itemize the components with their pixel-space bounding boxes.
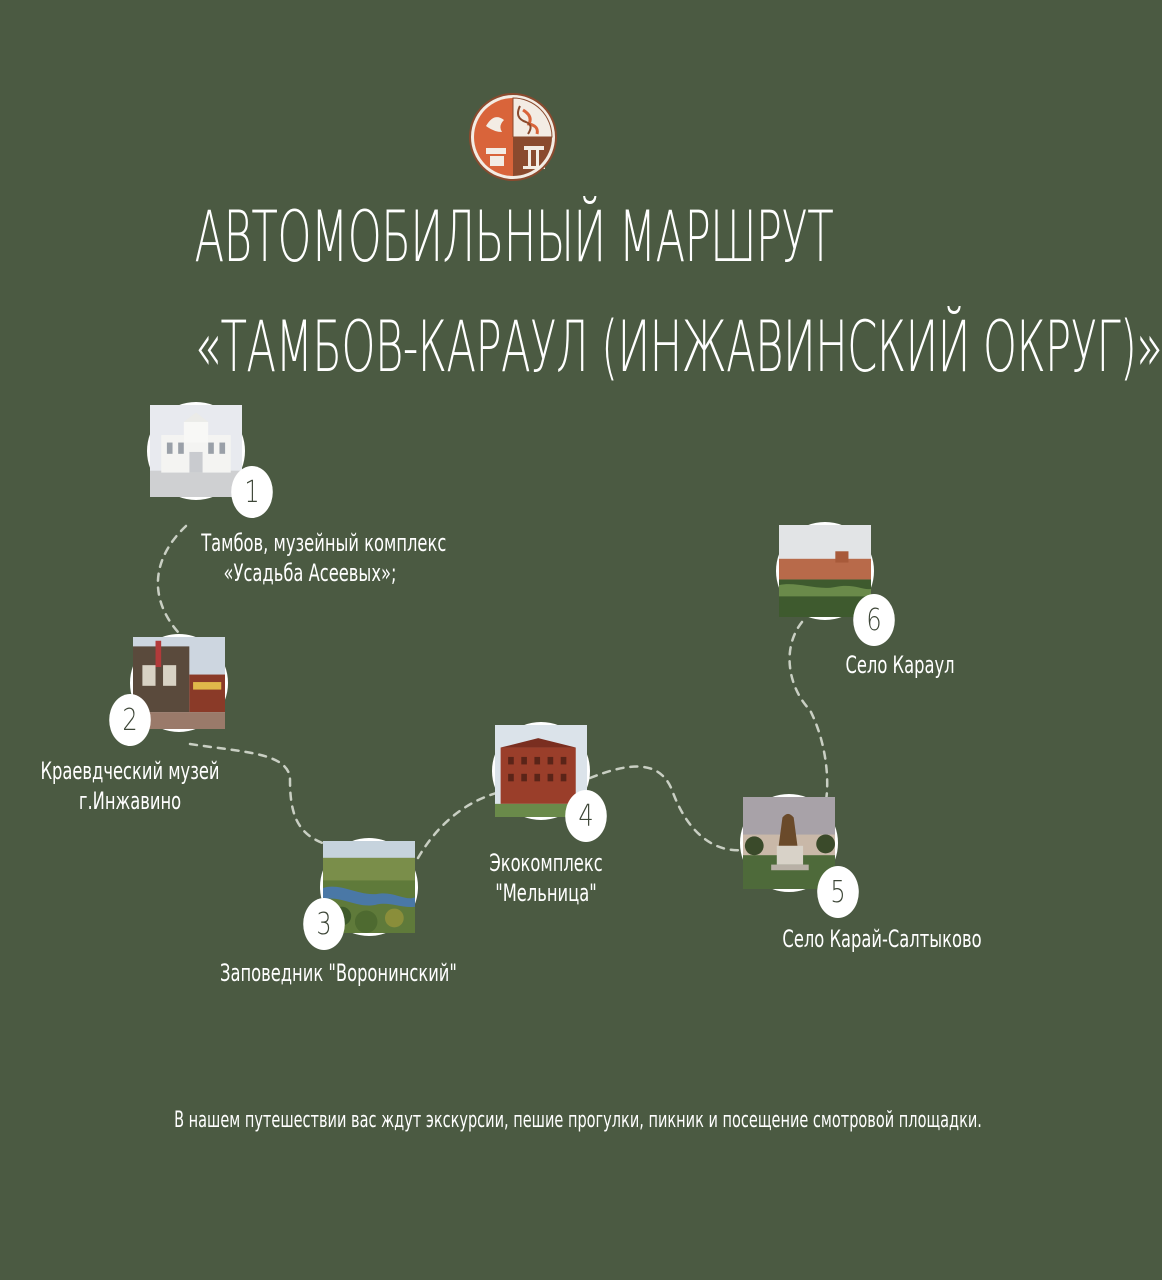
stop-6-number-badge: 6: [853, 594, 895, 646]
stop-6-label: [832, 650, 968, 680]
footer-text: В нашем путешествии вас ждут экскурсии, пешие прогулки, пикник и посещение смотровой площадки.: [174, 1108, 982, 1133]
stop-1-label-line-2: «Усадьба Асеевых»;: [223, 559, 397, 587]
stop-5-label-line-1: Село Карай-Салтыково: [782, 925, 982, 953]
title-line-2: «ТАМБОВ-КАРАУЛ (ИНЖАВИНСКИЙ ОКРУГ)»: [194, 306, 1162, 388]
stop-2-label-line-1: Краевдческий музей: [40, 757, 220, 785]
stop-3-label-line-1: Заповедник "Воронинский": [220, 959, 457, 987]
stop-4-label: [485, 848, 607, 908]
stop-2-number-badge: 2: [109, 694, 151, 746]
stop-6-label-line-1: Село Караул: [845, 651, 955, 679]
stop-1-photo: [147, 402, 245, 500]
stop-2-label-line-2: г.Инжавино: [78, 787, 182, 815]
stop-2-label: [28, 756, 232, 816]
stop-1-number-badge: 1: [231, 466, 273, 518]
stop-5-label: [780, 924, 984, 954]
stop-4-label-line-1: Экокомплекс: [489, 849, 603, 877]
stop-5-number-badge: 5: [817, 866, 859, 918]
stop-3-number-badge: 3: [303, 898, 345, 950]
stop-4-number-badge: 4: [565, 790, 607, 842]
title-line-1: АВТОМОБИЛЬНЫЙ МАРШРУТ: [194, 196, 834, 278]
stop-1-label: [201, 528, 447, 588]
stop-4-label-line-2: "Мельница": [495, 879, 597, 907]
stop-3-label: [220, 958, 457, 988]
stop-1-label-line-1: Тамбов, музейный комплекс: [201, 529, 447, 557]
